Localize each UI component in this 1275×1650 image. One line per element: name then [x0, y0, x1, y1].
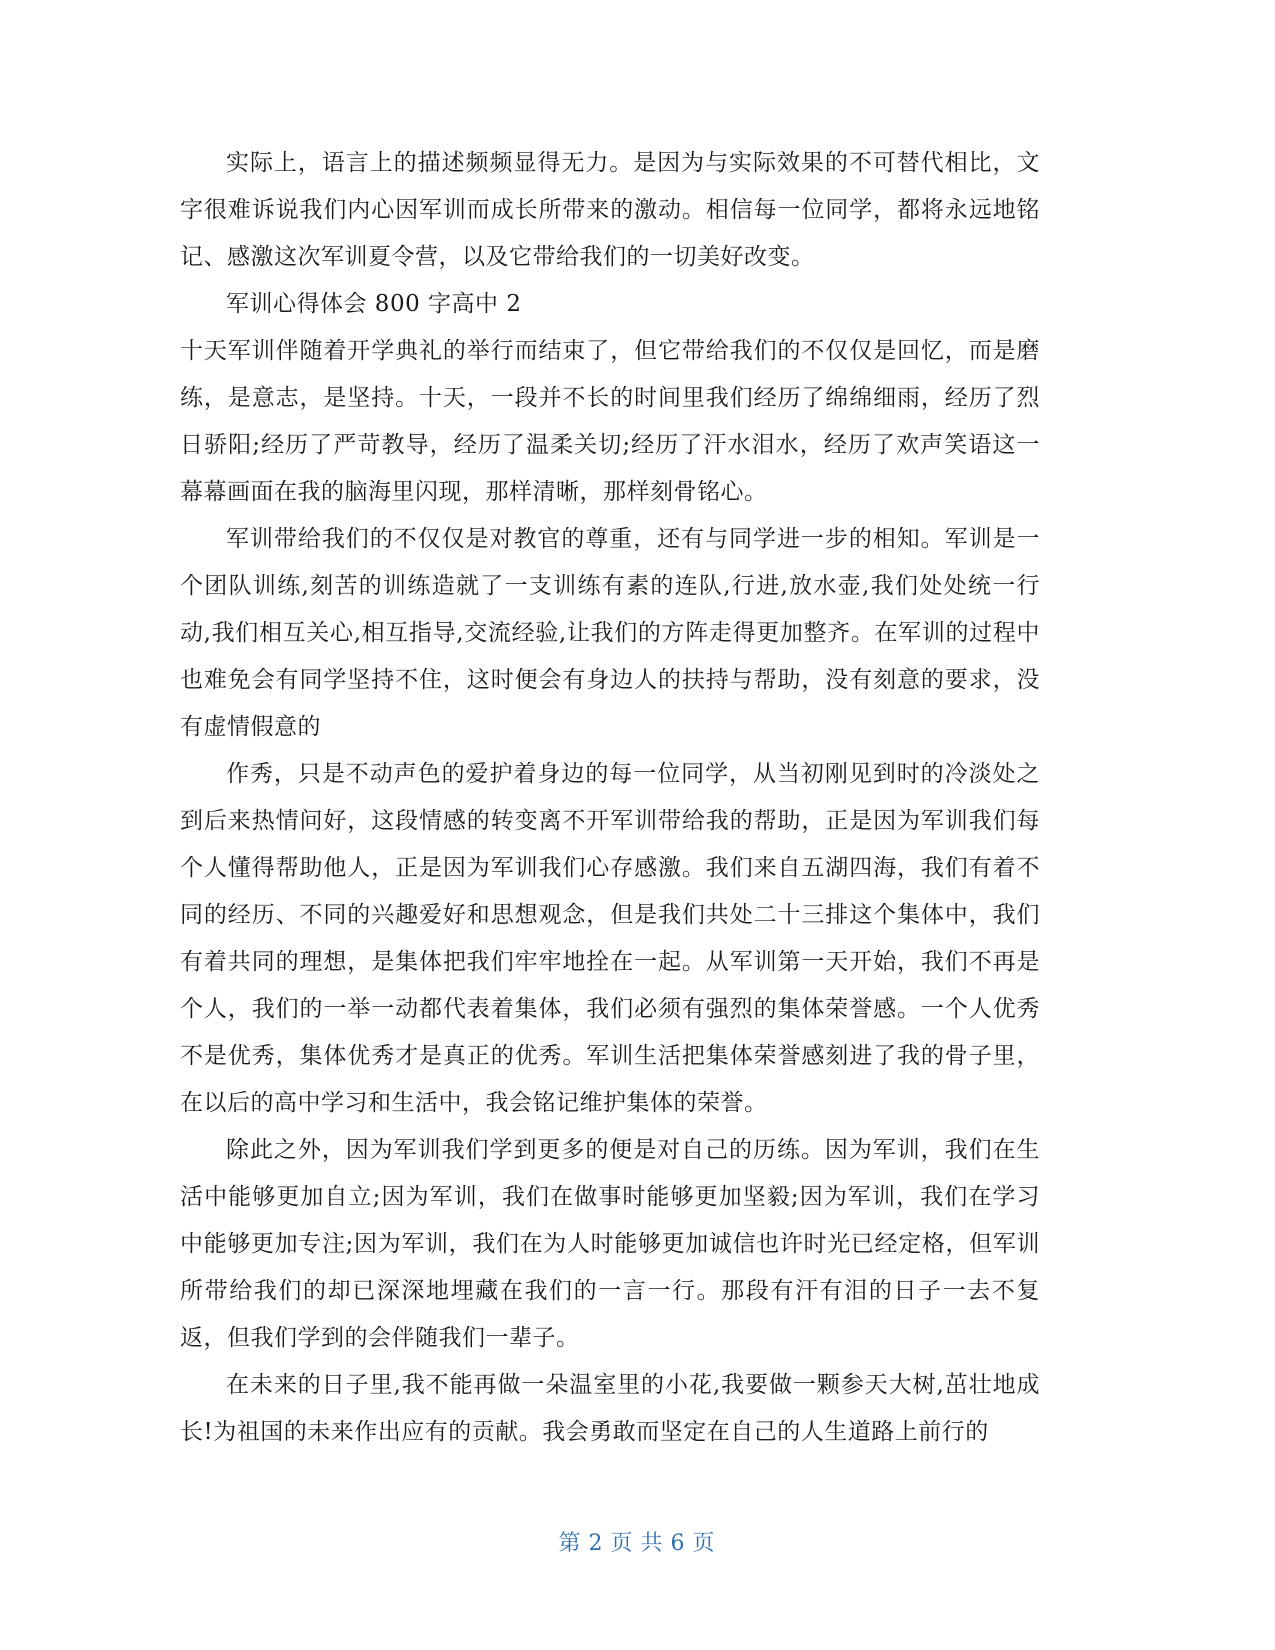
paragraph-intro: 实际上，语言上的描述频频显得无力。是因为与实际效果的不可替代相比，文字很难诉说我们内心因军训而成长所带来的激动。相信每一位同学，都将永远地铭记、感激这次军训夏令营，以及它带给我们的一切美好改变。	[180, 150, 1040, 270]
document-body	[180, 140, 1040, 1456]
current-page-number: 2	[588, 1531, 605, 1556]
page-label-prefix: 第	[558, 1531, 583, 1556]
page-label-suffix: 页	[692, 1531, 717, 1556]
section-heading: 军训心得体会 800 字高中 2	[226, 291, 522, 317]
paragraph-collective: 作秀，只是不动声色的爱护着身边的每一位同学，从当初刚见到时的冷淡处之到后来热情问好，这段情感的转变离不开军训带给我的帮助，正是因为军训我们每个人懂得帮助他人，正是因为军训我们心存感激。我们来自五湖四海，我们有着不同的经历、不同的兴趣爱好和思想观念，但是我们共处二十三排这个集体中，我们有着共同的理想，是集体把我们牢牢地拴在一起。从军训第一天开始，我们不再是个人，我们的一举一动都代表着集体，我们必须有强烈的集体荣誉感。一个人优秀不是优秀，集体优秀才是真正的优秀。军训生活把集体荣誉感刻进了我的骨子里，在以后的高中学习和生活中，我会铭记维护集体的荣誉。	[180, 761, 1040, 1116]
paragraph-ten-days: 十天军训伴随着开学典礼的举行而结束了，但它带给我们的不仅仅是回忆，而是磨练，是意志，是坚持。十天，一段并不长的时间里我们经历了绵绵细雨，经历了烈日骄阳;经历了严苛教导，经历了温柔关切;经历了汗水泪水，经历了欢声笑语这一幕幕画面在我的脑海里闪现，那样清晰，那样刻骨铭心。	[180, 338, 1040, 505]
total-label: 共	[640, 1531, 665, 1556]
paragraph-respect: 军训带给我们的不仅仅是对教官的尊重，还有与同学进一步的相知。军训是一个团队训练,刻苦的训练造就了一支训练有素的连队,行进,放水壶,我们处处统一行动,我们相互关心,相互指导,交流经验,让我们的方阵走得更加整齐。在军训的过程中也难免会有同学坚持不住，这时便会有身边人的扶持与帮助，没有刻意的要求，没有虚情假意的	[180, 526, 1040, 740]
page-label-mid: 页	[610, 1531, 635, 1556]
total-pages-number: 6	[670, 1531, 687, 1556]
paragraph-future: 在未来的日子里,我不能再做一朵温室里的小花,我要做一颗参天大树,茁壮地成长!为祖国的未来作出应有的贡献。我会勇敢而坚定在自己的人生道路上前行的	[180, 1372, 1040, 1445]
paragraph-self-training: 除此之外，因为军训我们学到更多的便是对自己的历练。因为军训，我们在生活中能够更加自立;因为军训，我们在做事时能够更加坚毅;因为军训，我们在学习中能够更加专注;因为军训，我们在为人时能够更加诚信也许时光已经定格，但军训所带给我们的却已深深地埋藏在我们的一言一行。那段有汗有泪的日子一去不复返，但我们学到的会伴随我们一辈子。	[180, 1137, 1040, 1351]
page-footer	[0, 1526, 1275, 1557]
